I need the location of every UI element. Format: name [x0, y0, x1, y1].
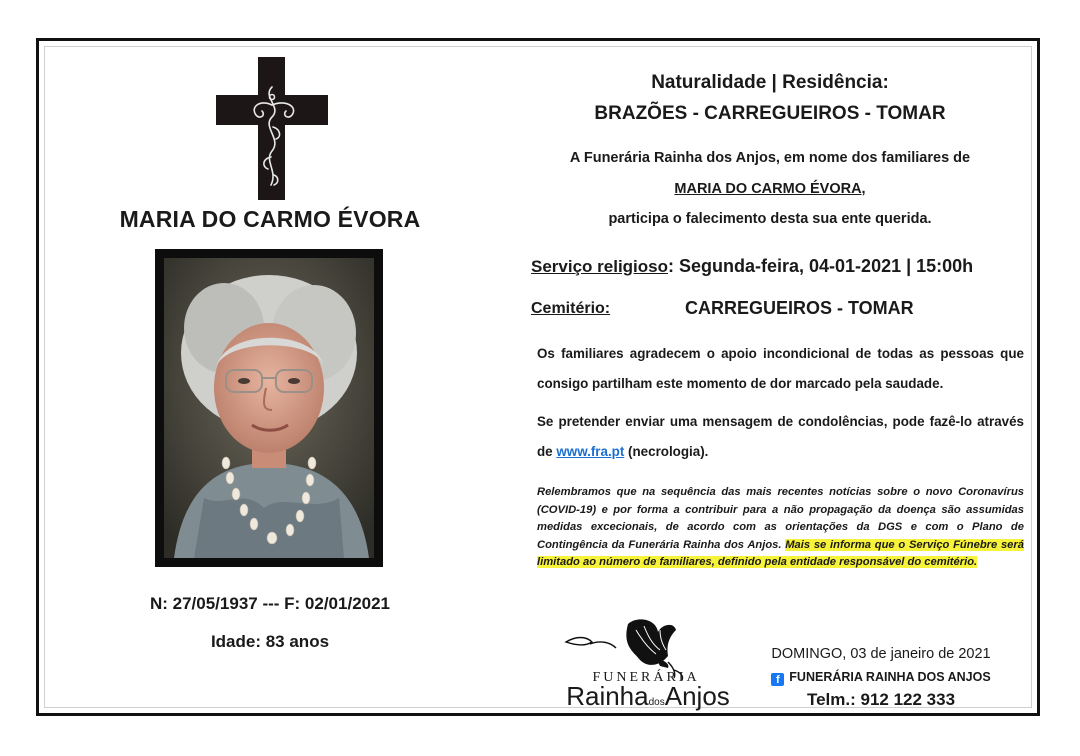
facebook-page[interactable] — [746, 670, 1016, 686]
cemetery-label: Cemitério: — [531, 300, 611, 317]
religious-service — [531, 256, 973, 277]
condolences-suffix: (necrologia). — [624, 444, 709, 459]
logo-rainha-dos-anjos — [548, 681, 748, 712]
facebook-page-name: FUNERÁRIA RAINHA DOS ANJOS — [789, 670, 991, 684]
facebook-icon: f — [771, 673, 784, 686]
cemetery-value: CARREGUEIROS - TOMAR — [685, 298, 914, 318]
condolences-text: Se pretender enviar uma mensagem de condolências, pode fazê-lo através de — [537, 414, 1024, 459]
birth-death-dates: N: 27/05/1937 --- F: 02/01/2021 — [149, 594, 391, 613]
service-value: : Segunda-feira, 04-01-2021 | 15:00h — [668, 256, 974, 276]
naturalidade-label: Naturalidade | Residência: — [651, 72, 889, 93]
deceased-name: MARIA DO CARMO ÉVORA — [119, 206, 421, 232]
intro-deceased-name: MARIA DO CARMO ÉVORA, — [674, 181, 866, 197]
intro-closing-line: participa o falecimento desta sua ente querida. — [608, 211, 932, 227]
logo-funeraria: FUNERÁRIA — [592, 670, 700, 685]
portrait-frame — [155, 249, 383, 567]
portrait-photo — [164, 258, 374, 558]
service-label: Serviço religioso — [531, 257, 668, 276]
intro-line: A Funerária Rainha dos Anjos, em nome dos familiares de — [569, 150, 971, 166]
age-text: Idade: 83 anos — [210, 632, 330, 651]
notice-highlight: Mais se informa que o Serviço Fúnebre será limitado ao número de familiares, definido pela entidade responsável do cemitério. — [537, 538, 1024, 568]
cross-icon — [216, 57, 328, 200]
publication-date: DOMINGO, 03 de janeiro de 2021 — [771, 646, 991, 662]
notice-text: Relembramos que na sequência das mais recentes notícias sobre o novo Coronavírus (COVID-19) e por forma a contribuir para a não propagação da doença são assumidas medidas excecionais, de acordo com as orientações da DGS e com o Plano de Contingência da Funerária Rainha dos Anjos. — [537, 486, 1024, 551]
website-link[interactable]: www.fra.pt — [556, 444, 625, 459]
logo-dos: dos — [648, 697, 665, 708]
naturalidade-value: BRAZÕES - CARREGUEIROS - TOMAR — [594, 103, 946, 124]
thanks-paragraph: Os familiares agradecem o apoio incondicional de todas as pessoas que consigo partilham este momento de dor marcado pela saudade. — [537, 346, 1024, 391]
logo-rainha: Rainha — [566, 681, 649, 711]
covid-notice — [537, 484, 1024, 572]
phone-number: Telm.: 912 122 333 — [806, 690, 956, 709]
condolences-paragraph — [537, 407, 1024, 467]
logo-anjos: Anjos — [664, 681, 730, 711]
